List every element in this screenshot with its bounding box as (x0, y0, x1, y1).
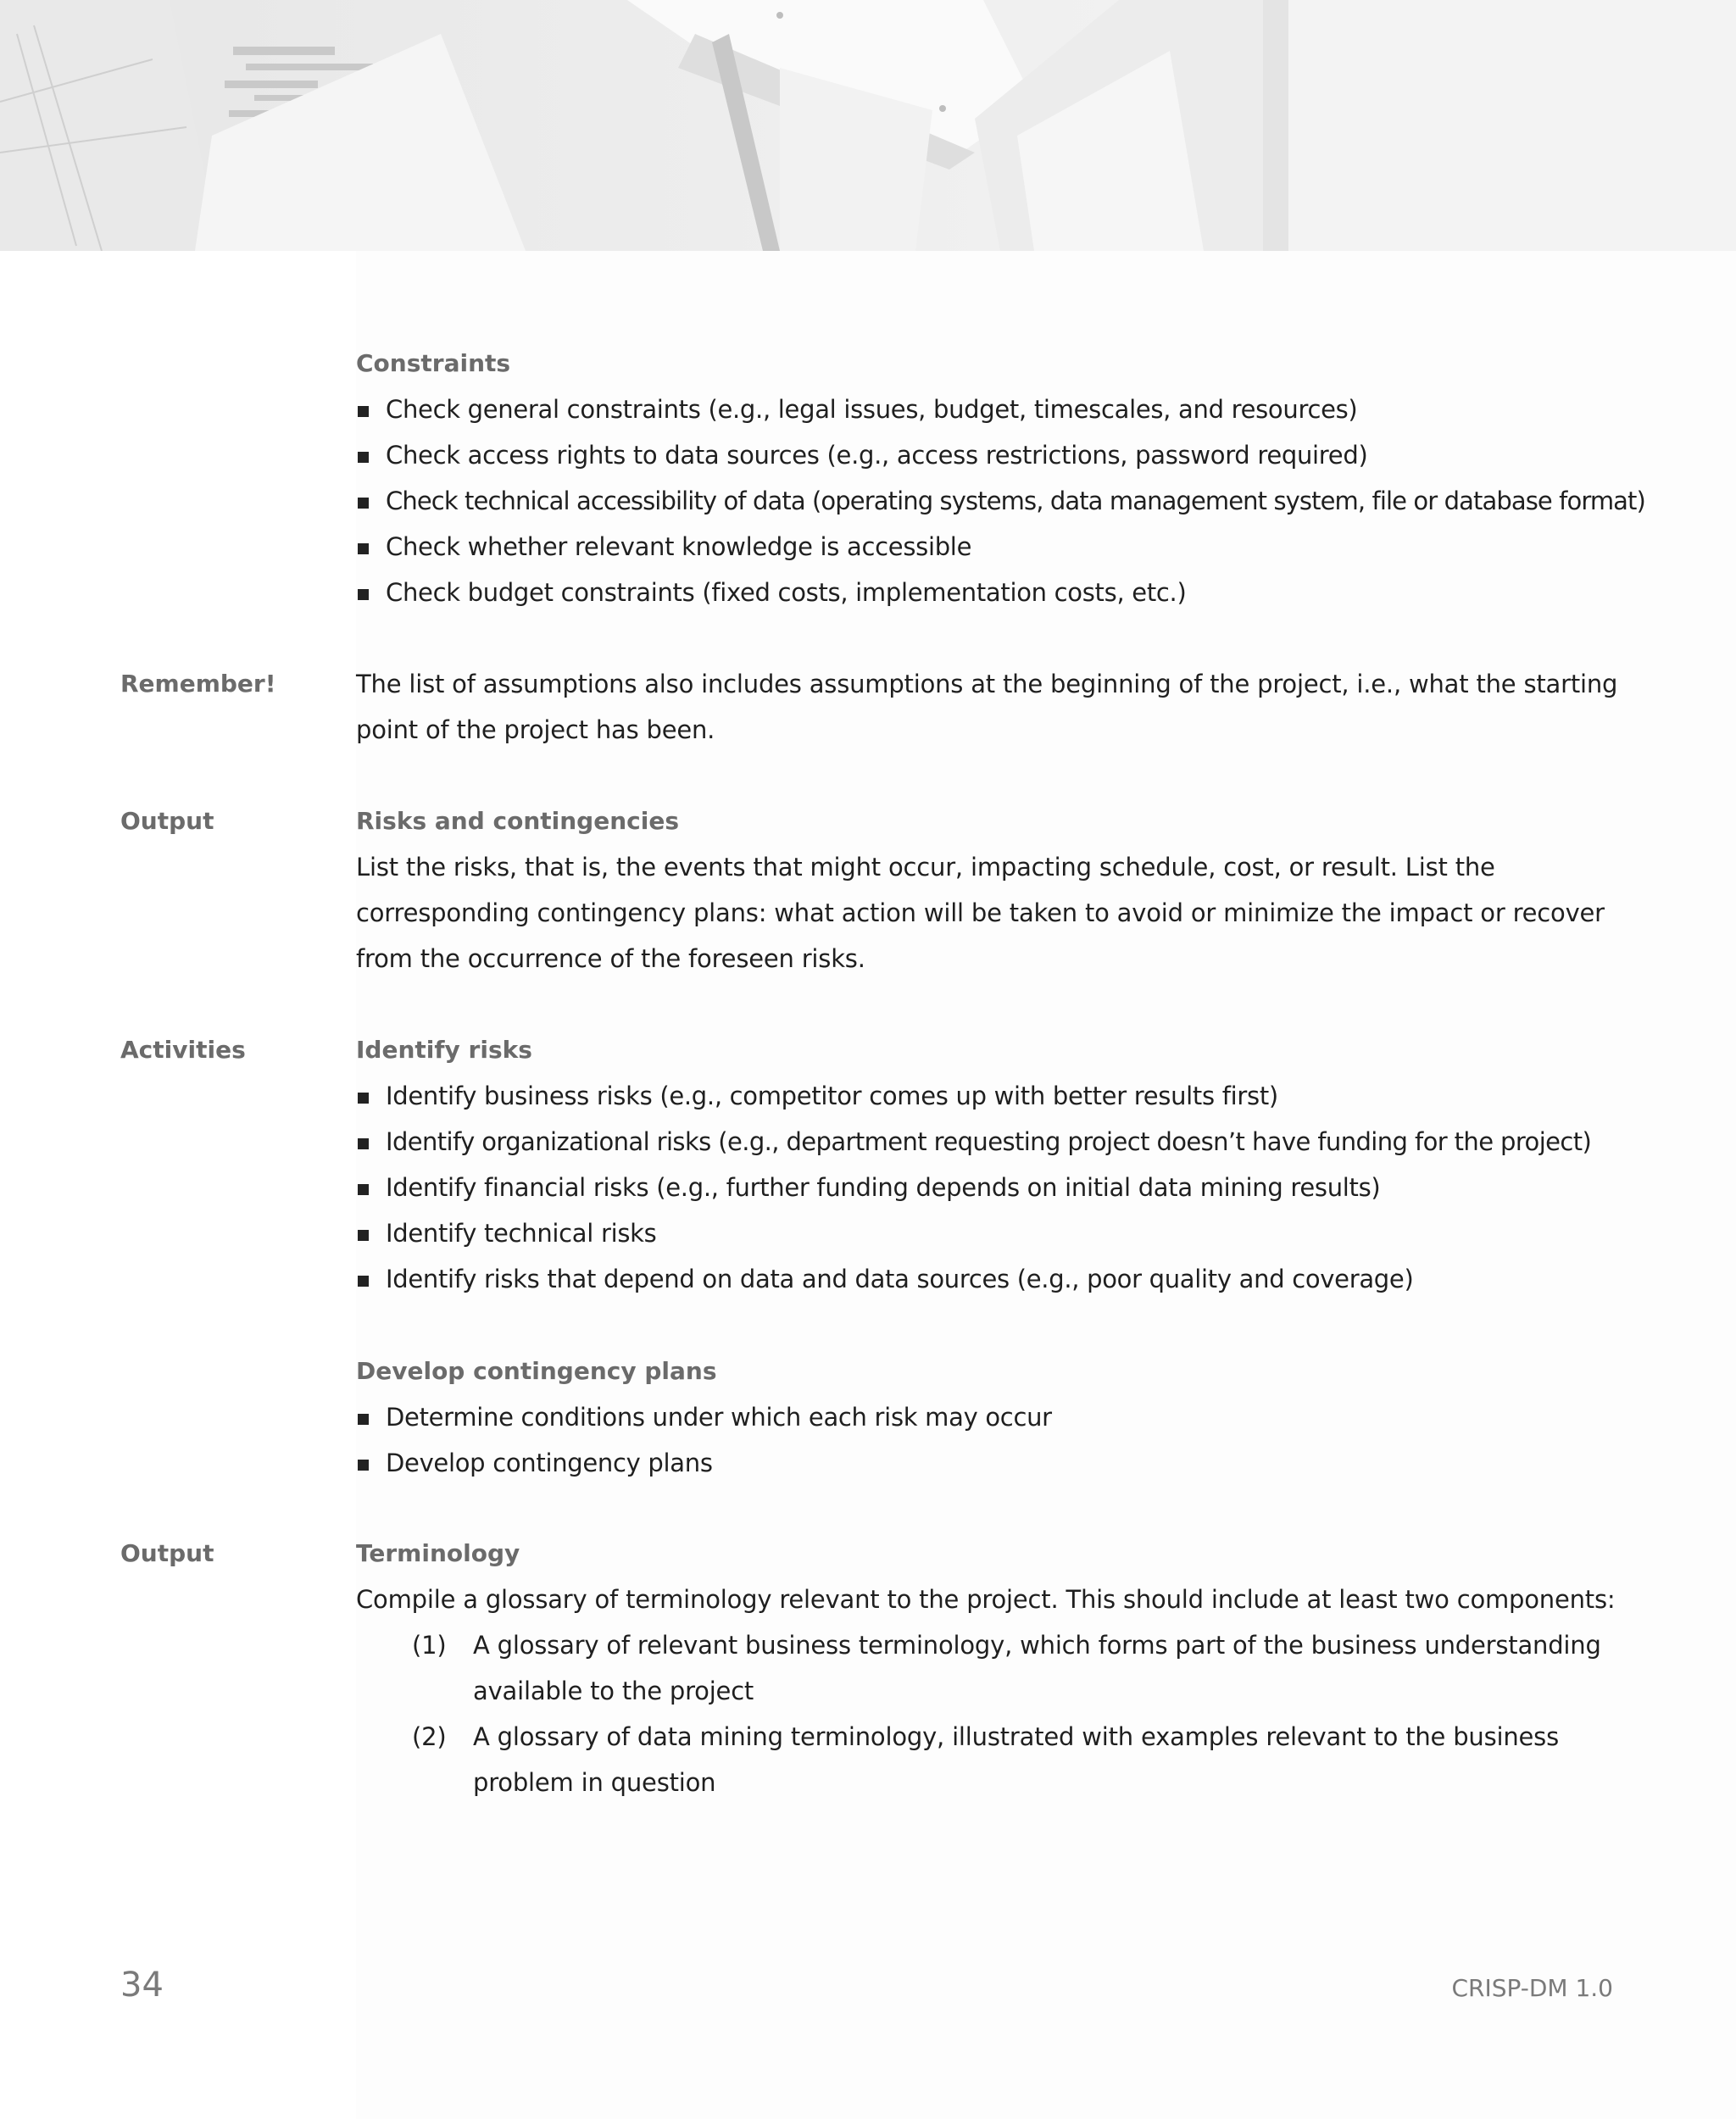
remember-label: Remember! (120, 670, 276, 698)
bullet-square-icon (358, 1230, 369, 1241)
remember-section (356, 661, 1619, 753)
bullet-square-icon (358, 543, 369, 554)
bullet-square-icon (358, 589, 369, 600)
develop-contingency-heading: Develop contingency plans (356, 1357, 717, 1385)
list-item: Identify financial risks (e.g., further funding depends on initial data mining results) (356, 1165, 1619, 1210)
risks-contingencies-heading: Risks and contingencies (356, 807, 679, 835)
list-item (412, 1622, 1619, 1714)
list-item: Check budget constraints (fixed costs, implementation costs, etc.) (356, 570, 1619, 615)
list-item: Identify organizational risks (e.g., department requesting project doesn’t have funding for the project) (356, 1119, 1619, 1165)
list-item (412, 1714, 1619, 1805)
page-number: 34 (120, 1966, 164, 2005)
item-number: (1) (412, 1631, 447, 1660)
risks-contingencies-text: List the risks, that is, the events that might occur, impacting schedule, cost, or result. List the corresponding contingency plans: what action will be taken to avoid or minimize the impact or recover from the occurrence of the foreseen risks. (356, 853, 1605, 973)
identify-risks-heading: Identify risks (356, 1036, 532, 1064)
list-item: Check access rights to data sources (e.g., access restrictions, password required) (356, 432, 1619, 478)
header-photo-image (0, 0, 1736, 251)
item-text: A glossary of relevant business terminology, which forms part of the business understanding available to the project (473, 1631, 1601, 1705)
constraints-heading: Constraints (356, 349, 511, 377)
bullet-square-icon (358, 1460, 369, 1471)
output-label: Output (120, 807, 214, 835)
document-title: CRISP-DM 1.0 (1451, 1974, 1613, 2002)
list-item: Check technical accessibility of data (operating systems, data management system, file or database format) (356, 478, 1619, 524)
remember-text: The list of assumptions also includes assumptions at the beginning of the project, i.e., what the starting point of the project has been. (356, 670, 1618, 744)
activities-section (356, 1027, 1619, 1302)
activities-label: Activities (120, 1036, 246, 1064)
header-photo-banner (0, 0, 1736, 251)
constraints-list (356, 387, 1645, 615)
bullet-square-icon (358, 498, 369, 509)
list-item: Identify risks that depend on data and data sources (e.g., poor quality and coverage) (356, 1256, 1619, 1302)
list-item: Check general constraints (e.g., legal issues, budget, timescales, and resources) (356, 387, 1619, 432)
contingency-plans-list (356, 1394, 1619, 1486)
bullet-square-icon (358, 1138, 369, 1149)
list-item: Determine conditions under which each risk may occur (356, 1394, 1619, 1440)
list-item: Develop contingency plans (356, 1440, 1619, 1486)
constraints-section (356, 341, 1645, 615)
bullet-square-icon (358, 406, 369, 417)
identify-risks-list (356, 1073, 1619, 1302)
terminology-list (412, 1622, 1619, 1805)
list-item: Identify business risks (e.g., competitor comes up with better results first) (356, 1073, 1619, 1119)
terminology-section (356, 1531, 1619, 1805)
list-item: Identify technical risks (356, 1210, 1619, 1256)
terminology-heading: Terminology (356, 1539, 520, 1567)
bullet-square-icon (358, 1093, 369, 1104)
bullet-square-icon (358, 452, 369, 463)
item-number: (2) (412, 1722, 447, 1751)
contingency-plans-section (356, 1349, 1619, 1486)
item-text: A glossary of data mining terminology, illustrated with examples relevant to the business problem in question (473, 1722, 1559, 1797)
terminology-intro: Compile a glossary of terminology relevant to the project. This should include at least two components: (356, 1585, 1616, 1614)
list-item: Check whether relevant knowledge is accessible (356, 524, 1619, 570)
output-label: Output (120, 1539, 214, 1567)
bullet-square-icon (358, 1184, 369, 1195)
bullet-square-icon (358, 1414, 369, 1425)
bullet-square-icon (358, 1276, 369, 1287)
risks-contingencies-section (356, 798, 1619, 982)
